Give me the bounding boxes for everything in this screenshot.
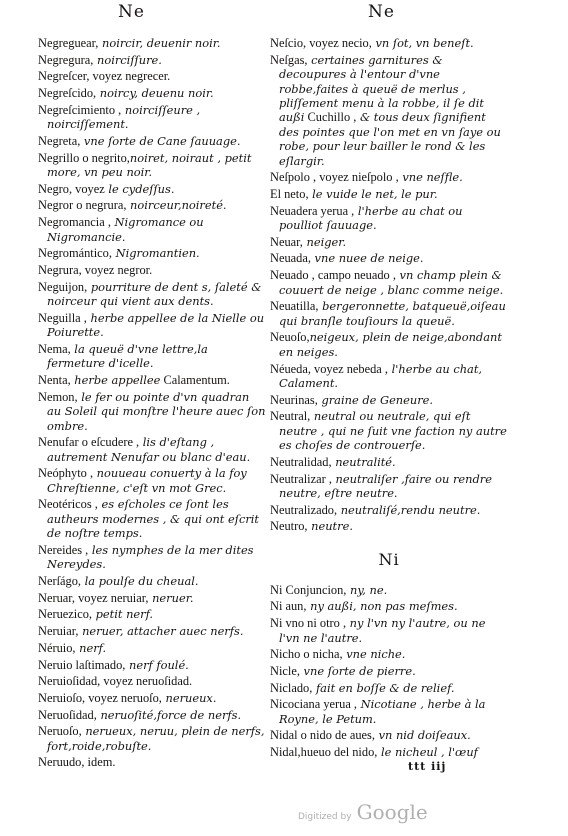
entry-headword: Negromancia ,	[38, 215, 111, 230]
left-column	[38, 36, 266, 772]
dictionary-entry	[270, 362, 508, 391]
entry-definition: nouueau conuerty à la foy Chreſtienne, c'eſt vn mot Grec.	[47, 466, 247, 495]
dictionary-entry	[38, 36, 266, 50]
entry-definition: vne ſorte de pierre.	[299, 663, 416, 678]
entry-headword: Neruezico,	[38, 607, 93, 622]
dictionary-entry	[38, 691, 266, 705]
entry-term: Cuchillo ,	[304, 110, 357, 125]
dictionary-entry	[270, 187, 508, 201]
dictionary-entry	[270, 745, 508, 759]
entry-definition: Nicotiane , herbe à la Royne, le Petum.	[279, 697, 486, 726]
dictionary-entry	[270, 204, 508, 233]
dictionary-entry	[38, 574, 266, 588]
dictionary-entry	[270, 455, 508, 469]
entry-definition: l'herbe au chat ou poulliot ſauuage.	[279, 203, 463, 233]
entry-headword: Neuadera yerua ,	[270, 203, 355, 218]
entry-definition: les nymphes de la mer dites Nereydes.	[47, 542, 254, 572]
entry-definition: nerueux.	[161, 690, 217, 705]
entry-headword: Nidal o nido de aues,	[270, 728, 375, 743]
entry-headword: Negreſcer, voyez negrecer.	[38, 69, 171, 84]
entry-headword: Negromántico,	[38, 246, 112, 261]
entry-definition: le nicheul , l'œuf	[377, 745, 478, 760]
entry-headword: Negror o negrura,	[38, 198, 127, 213]
dictionary-entry	[38, 607, 266, 621]
entry-definition: neruer, attacher auec nerfs.	[78, 624, 244, 639]
dictionary-entry	[38, 215, 266, 244]
dictionary-entry	[270, 251, 508, 265]
entry-definition: ny außi, non pas meſmes.	[306, 599, 458, 614]
entry-definition: herbe appellee de la Nielle ou Poiurette.	[47, 310, 265, 340]
dictionary-entry	[270, 583, 508, 597]
entry-definition: le vuide le net, le pur.	[308, 186, 438, 201]
dictionary-entry	[38, 624, 266, 638]
entry-definition: pourriture de dent s, ſaleté & noirceur qui vient aux dents.	[47, 279, 262, 309]
entry-headword: Neruioſidad, voyez neruoſidad.	[38, 674, 193, 689]
entry-definition: neruer.	[148, 590, 194, 605]
dictionary-entry	[38, 497, 266, 540]
entry-headword: Neutralizar ,	[270, 471, 332, 486]
dictionary-entry	[38, 641, 266, 655]
dictionary-entry	[270, 409, 508, 452]
entry-definition: le cydeſſus.	[104, 181, 175, 196]
entry-headword: Neutral,	[270, 409, 311, 424]
dictionary-entry	[270, 36, 508, 50]
entry-definition: noircir, deuenir noir.	[98, 36, 221, 50]
entry-definition: Nigromantien.	[111, 246, 200, 261]
entry-definition: lis d'eſtang , autrement Nenufar ou blanc d'eau.	[47, 435, 251, 464]
entry-headword: Ni Conjuncion,	[270, 582, 347, 597]
entry-headword: Neruudo, idem.	[38, 755, 116, 770]
entry-headword: Neuada,	[270, 251, 311, 266]
entry-headword: Nenufar o eſcudere ,	[38, 435, 140, 450]
entry-headword: Nenta,	[38, 372, 71, 387]
entry-headword: Néueda, voyez nebeda ,	[270, 361, 388, 376]
entry-definition: l'herbe au chat, Calament.	[279, 361, 483, 390]
page-header-right: Ne	[368, 2, 395, 22]
entry-headword: Neotéricos ,	[38, 497, 98, 512]
dictionary-entry	[38, 543, 266, 572]
entry-definition: neutral ou neutrale, qui eſt neutre , qui ne ſuit vne faction ny autre es choſes de controuerſe.	[279, 409, 507, 453]
entry-definition: nerueux, neruu, plein de nerfs, fort,roide,robuſte.	[47, 724, 265, 753]
dictionary-entry	[270, 170, 508, 184]
dictionary-entry	[38, 591, 266, 605]
entry-definition: fait en boſſe & de relief.	[312, 680, 455, 695]
entry-headword: Neguijon,	[38, 279, 88, 294]
entry-definition: neiger.	[302, 234, 347, 249]
dictionary-entry	[270, 664, 508, 678]
dictionary-entry	[38, 342, 266, 371]
dictionary-entry	[270, 235, 508, 249]
entry-headword: Neſgas,	[270, 52, 308, 67]
dictionary-entry	[270, 268, 508, 297]
entry-definition: ny, ne.	[346, 582, 388, 597]
dictionary-entry	[38, 311, 266, 340]
dictionary-entry	[270, 681, 508, 695]
entry-headword: Nidal,hueuo del nido,	[270, 745, 378, 760]
entry-headword: Nema,	[38, 341, 71, 356]
entry-headword: Negrillo o negrito,	[38, 150, 130, 165]
dictionary-entry	[38, 674, 266, 688]
dictionary-entry	[38, 182, 266, 196]
entry-definition: vne neſfle.	[398, 170, 463, 185]
entry-headword: Neſpolo , voyez nieſpolo ,	[270, 170, 399, 185]
entry-headword: Neuado , campo neuado ,	[270, 268, 396, 283]
entry-definition: vn nid doiſeaux.	[374, 728, 471, 743]
watermark-logo: Google	[356, 800, 428, 824]
entry-definition: noircy, deuenu noir.	[96, 86, 214, 101]
signature-mark: ttt iij	[408, 760, 447, 773]
entry-definition: neutraliſé,rendu neutre.	[337, 502, 481, 517]
dictionary-entry	[38, 134, 266, 148]
entry-definition: nerf.	[75, 640, 107, 655]
dictionary-entry	[270, 616, 508, 645]
entry-definition: vn champ plein & couuert de neige , blanc comme neige.	[279, 268, 504, 297]
entry-headword: Neuatilla,	[270, 299, 319, 314]
entry-headword: Neruiar,	[38, 624, 79, 639]
entry-headword: Negro, voyez	[38, 181, 105, 196]
dictionary-entry	[270, 728, 508, 742]
dictionary-entry	[270, 53, 508, 168]
dictionary-entry	[38, 755, 266, 769]
entry-definition: vne niche.	[342, 647, 406, 662]
entry-definition: ny l'vn ny l'autre, ou ne l'vn ne l'autre.	[279, 616, 486, 645]
entry-headword: Neruio laſtimado,	[38, 657, 126, 672]
entry-term: Calamentum.	[160, 372, 230, 387]
entry-headword: Negreta,	[38, 133, 81, 148]
section-heading-ni: Ni	[378, 549, 400, 569]
entry-headword: Neguilla ,	[38, 310, 87, 325]
dictionary-entry	[38, 280, 266, 309]
entry-headword: Néruio,	[38, 640, 76, 655]
entry-headword: Neruar, voyez neruiar,	[38, 590, 149, 605]
entry-definition: neutraliſer ,faire ou rendre neutre, eſtre neutre.	[279, 471, 492, 500]
entry-headword: Nereides ,	[38, 542, 89, 557]
dictionary-entry	[38, 435, 266, 464]
entry-headword: Neurinas,	[270, 392, 318, 407]
entry-headword: Negreſcido,	[38, 86, 97, 101]
entry-definition: noirciſſeure , noirciſſement.	[47, 102, 201, 132]
dictionary-entry	[38, 263, 266, 277]
dictionary-entry	[38, 151, 266, 180]
entry-definition: Nigromance ou Nigromancie.	[47, 215, 204, 244]
entry-definition: petit nerf.	[92, 607, 154, 622]
dictionary-entry	[270, 519, 508, 533]
dictionary-entry	[38, 466, 266, 495]
dictionary-entry	[270, 472, 508, 501]
entry-definition: neutralité.	[331, 454, 396, 469]
dictionary-entry	[270, 299, 508, 328]
right-column	[270, 36, 508, 762]
page-header-left: Ne	[118, 2, 145, 22]
entry-definition: herbe appellee	[70, 372, 161, 387]
entry-definition: vn ſot, vn beneſt.	[371, 36, 474, 50]
dictionary-entry	[38, 724, 266, 753]
entry-headword: Neſcio, voyez necio,	[270, 36, 372, 50]
entry-headword: Negreſcimiento ,	[38, 102, 122, 117]
dictionary-entry	[270, 599, 508, 613]
dictionary-entry	[38, 86, 266, 100]
entry-headword: Nerſágo,	[38, 574, 82, 589]
entry-headword: Neutro,	[270, 519, 308, 534]
entry-headword: Nicho o nicha,	[270, 647, 343, 662]
entry-headword: Negregura,	[38, 52, 94, 67]
entry-definition: nerf foulé.	[125, 657, 189, 672]
entry-definition: noirciſſure.	[93, 52, 162, 67]
dictionary-entry	[38, 69, 266, 83]
dictionary-entry	[38, 658, 266, 672]
dictionary-entry	[38, 390, 266, 433]
entry-headword: Nicociana yerua ,	[270, 697, 358, 712]
entry-definition: graine de Geneure.	[317, 392, 434, 407]
entry-definition: la poulſe du cheual.	[81, 574, 199, 589]
entry-headword: Ni aun,	[270, 599, 307, 614]
entry-headword: Neuar,	[270, 234, 303, 249]
entry-definition: neruoſité,force de nerfs.	[96, 707, 242, 722]
dictionary-entry	[38, 246, 266, 260]
entry-definition: noirceur,noireté.	[126, 198, 227, 213]
dictionary-entry	[38, 103, 266, 132]
dictionary-entry	[38, 708, 266, 722]
dictionary-entry	[38, 373, 266, 387]
entry-headword: Neruioſo, voyez neruoſo,	[38, 690, 162, 705]
entry-headword: Neutralidad,	[270, 454, 332, 469]
dictionary-entry	[270, 647, 508, 661]
digitized-watermark	[298, 800, 428, 824]
entry-headword: Neutralizado,	[270, 502, 338, 517]
entry-headword: Neuoſo,	[270, 330, 310, 345]
entry-definition: la queuë d'vne lettre,la fermeture d'icelle.	[47, 341, 208, 371]
entry-headword: Negrura, voyez negror.	[38, 262, 153, 277]
entry-definition: noiret, noiraut , petit more, vn peu noir.	[47, 150, 252, 180]
entry-definition: es eſcholes ce ſont les autheurs modernes , & qui ont eſcrit de noſtre temps.	[47, 497, 259, 541]
dictionary-entry	[38, 198, 266, 212]
entry-headword: Neóphyto ,	[38, 466, 94, 481]
dictionary-entry	[270, 697, 508, 726]
entry-headword: El neto,	[270, 186, 309, 201]
entry-definition: neigeux, plein de neige,abondant en neiges.	[279, 330, 502, 359]
entry-headword: Ni vno ni otro ,	[270, 616, 347, 631]
entry-definition: bergeronnette, batqueuë,oiſeau qui branſle touſiours la queuë.	[279, 299, 506, 328]
entry-definition: vne ſorte de Cane ſauuage.	[80, 133, 241, 148]
entry-headword: Neruoſidad,	[38, 707, 97, 722]
entry-definition: neutre.	[307, 519, 353, 534]
dictionary-entry	[270, 503, 508, 517]
entry-headword: Negreguear,	[38, 36, 99, 50]
entry-definition: vne nuee de neige.	[310, 251, 424, 266]
entry-headword: Neruoſo,	[38, 724, 82, 739]
dictionary-entry	[38, 53, 266, 67]
dictionary-entry	[270, 330, 508, 359]
entry-headword: Nicle,	[270, 663, 300, 678]
entry-definition-cont: & tous deux ſignifient des pointes que l'on met en vn ſaye ou robe, pour leur bailler le rond & les eſlargir.	[279, 110, 501, 168]
entry-headword: Niclado,	[270, 680, 313, 695]
entry-definition: certaines garnitures & decoupures à l'entour d'vne robbe,faites à queuë de merlus , pliſſement menu à la robbe, il ſe dit außi	[279, 52, 484, 125]
entry-headword: Nemon,	[38, 389, 78, 404]
dictionary-entry	[270, 393, 508, 407]
watermark-small: Digitized by	[298, 812, 352, 822]
entry-definition: le fer ou pointe d'vn quadran au Soleil qui monſtre l'heure auec ſon ombre.	[47, 389, 266, 433]
